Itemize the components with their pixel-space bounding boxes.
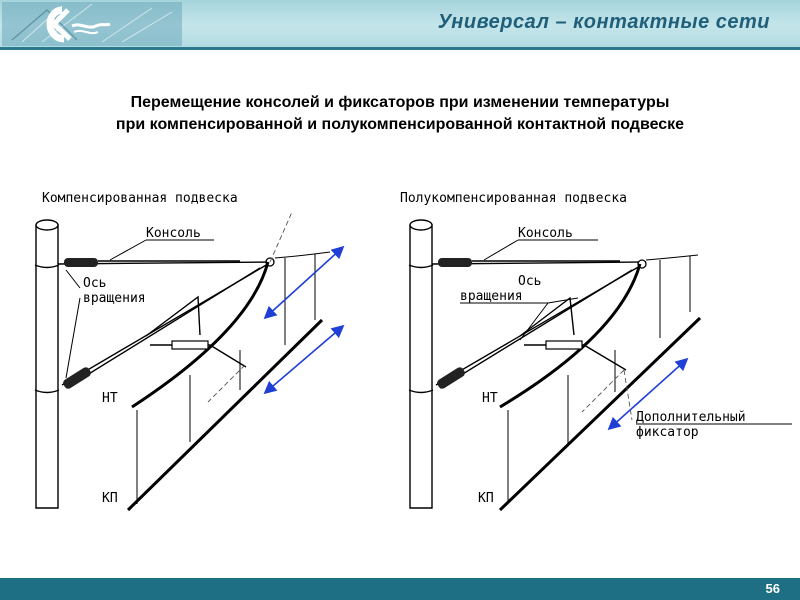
right-axis-label-1: Ось [518,274,542,289]
right-kp-label: КП [478,491,494,506]
slide-title-line-2: при компенсированной и полукомпенсированной контактной подвеске [115,116,685,133]
left-kp-label: КП [102,491,118,506]
left-diagram [35,191,342,510]
right-console-label: Консоль [518,226,573,241]
right-diagram [400,191,792,510]
slide-title [0,92,800,136]
page-number: 56 [765,581,780,596]
right-extra-fixator-label-1: Дополнительный [636,410,746,425]
footer-bar [0,578,800,600]
left-arrow-upper [266,248,342,317]
right-nt-label: НТ [482,391,498,406]
catenary-diagram [0,170,800,560]
left-nt-label: НТ [102,391,118,406]
header-title: Универсал – контактные сети [437,11,770,33]
header-bar [0,0,800,50]
right-axis-label-2: вращения [460,289,523,304]
universal-logo-icon [2,2,182,46]
right-extra-fixator-label-2: фиксатор [636,425,699,440]
left-console-label: Консоль [146,226,201,241]
right-caption: Полукомпенсированная подвеска [400,191,627,206]
slide-title-line-1: Перемещение консолей и фиксаторов при изменении температуры [130,94,670,111]
left-axis-label-1: Ось [83,276,107,291]
left-contact-wire [128,320,322,510]
left-axis-label-2: вращения [83,291,146,306]
left-caption: Компенсированная подвеска [42,191,238,206]
